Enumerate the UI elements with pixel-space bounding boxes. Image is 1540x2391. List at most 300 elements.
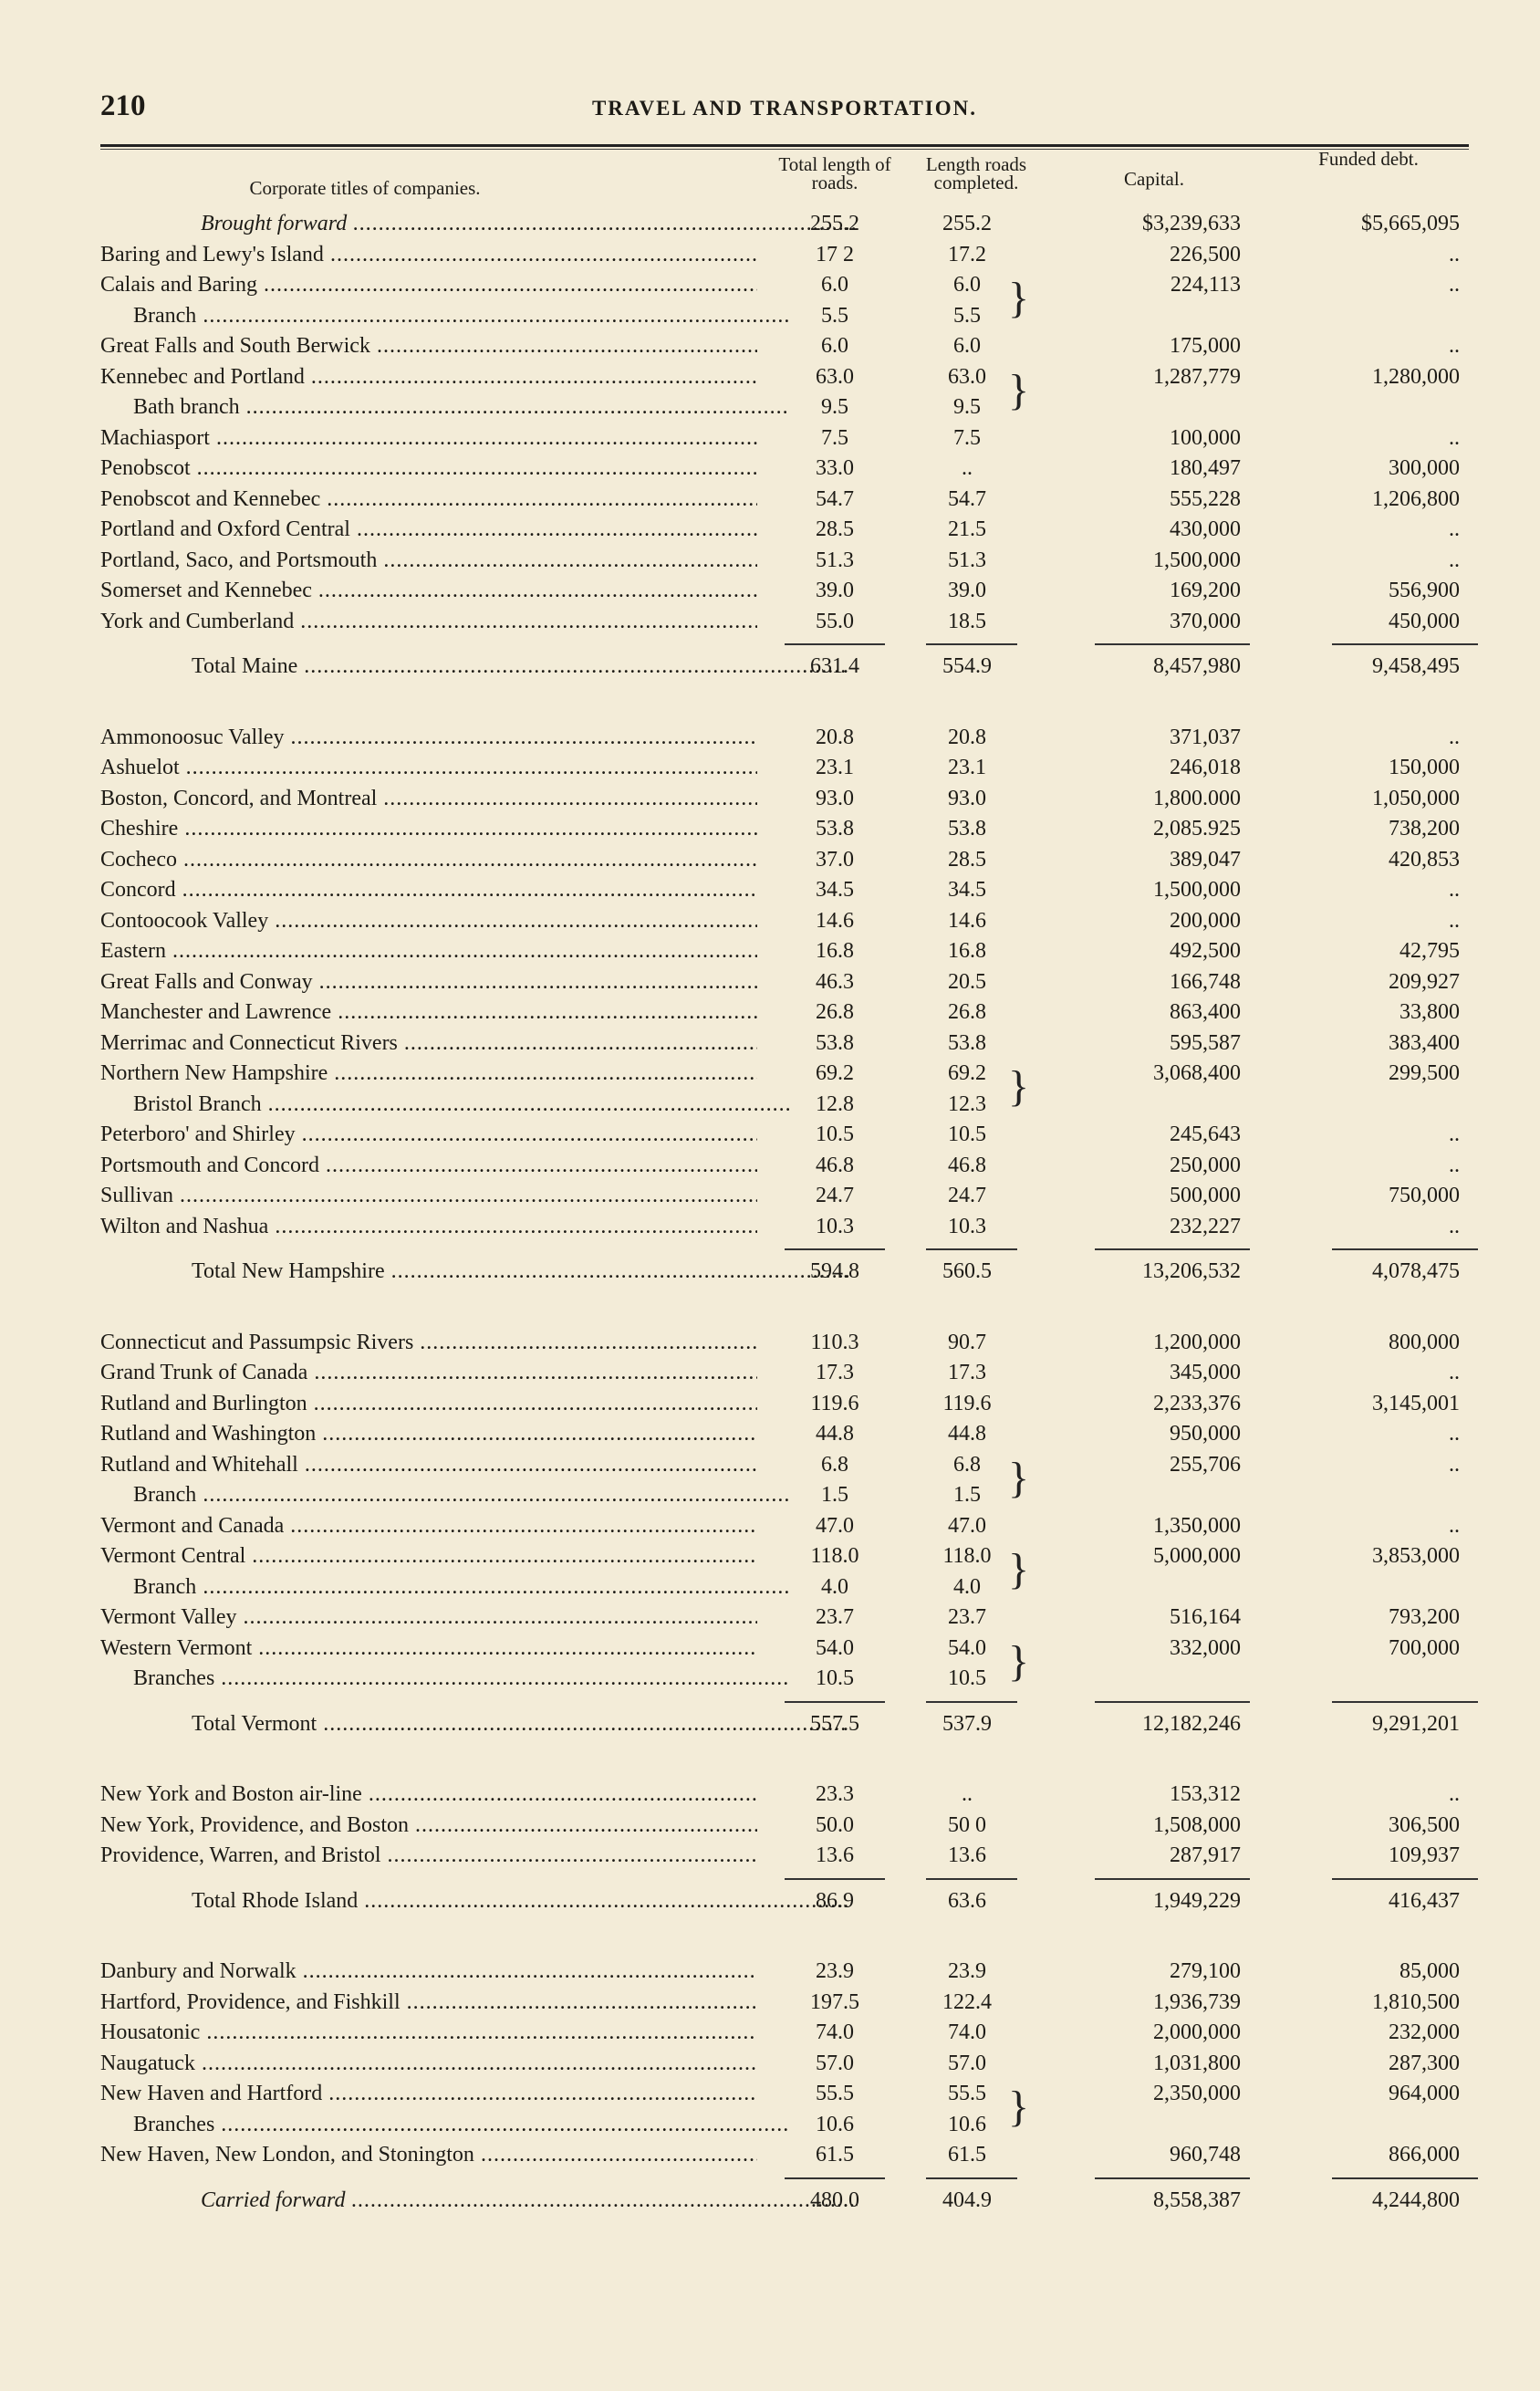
company-name: Kennebec and Portland ..... (100, 365, 757, 390)
capital-cell: 2,350,000 (1153, 2082, 1241, 2105)
capital-cell: 246,018 (1170, 756, 1241, 779)
table-row (100, 1958, 1469, 1989)
completed-length-cell: 560.5 (942, 1259, 992, 1283)
total-row (100, 653, 1469, 684)
company-name: Connecticut and Passumpsic Rivers ..... (100, 1331, 757, 1355)
funded-debt-cell: 420,853 (1389, 847, 1460, 872)
total-length-cell: 33.0 (816, 456, 854, 480)
funded-debt-cell: $5,665,095 (1361, 212, 1460, 235)
funded-debt-cell: 287,300 (1389, 2051, 1460, 2075)
funded-debt-cell: 1,206,800 (1372, 486, 1460, 511)
total-length-cell: 46.3 (816, 969, 854, 994)
total-length-cell: 53.8 (816, 1030, 854, 1055)
total-length-cell: 51.3 (816, 548, 854, 572)
total-length-cell: 23.9 (816, 1959, 854, 1983)
company-name: Great Falls and Conway ..... (100, 970, 757, 995)
company-name: Portland and Oxford Central ..... (100, 517, 757, 542)
completed-length-cell: 23.9 (948, 1959, 986, 1983)
funded-debt-cell: .. (1449, 1361, 1460, 1384)
completed-length-cell: 10.3 (948, 1214, 986, 1238)
total-length-cell: 20.8 (816, 725, 854, 749)
col-title-header: Corporate titles of companies. (249, 177, 481, 199)
capital-cell: 13,206,532 (1142, 1259, 1241, 1283)
completed-length-cell: 24.7 (948, 1184, 986, 1207)
table-row (100, 846, 1469, 877)
total-length-cell: 197.5 (810, 1989, 859, 2014)
table-row (100, 754, 1469, 785)
total-length-cell: 55.0 (816, 609, 854, 633)
table-row (100, 2111, 1469, 2142)
capital-cell: 492,500 (1170, 939, 1241, 963)
funded-debt-cell: 416,437 (1389, 1888, 1460, 1913)
table-row (100, 907, 1469, 938)
company-name: Danbury and Norwalk ..... (100, 1959, 757, 1984)
total-rules (100, 1696, 1469, 1710)
company-name: New York, Providence, and Boston ..... (100, 1813, 757, 1838)
completed-length-cell: 9.5 (953, 395, 981, 419)
completed-length-cell: 53.8 (948, 817, 986, 841)
table-row (100, 577, 1469, 608)
table-row (100, 393, 1469, 424)
table-row (100, 1182, 1469, 1213)
table-row (100, 937, 1469, 968)
funded-debt-cell: 4,078,475 (1372, 1259, 1460, 1283)
header-rule (100, 144, 1469, 147)
completed-length-cell: 118.0 (942, 1544, 992, 1568)
capital-cell: 1,350,000 (1153, 1513, 1241, 1538)
total-length-cell: 16.8 (816, 939, 854, 963)
capital-cell: 950,000 (1170, 1422, 1241, 1446)
funded-debt-cell: 85,000 (1400, 1959, 1460, 1983)
completed-length-cell: 47.0 (948, 1513, 986, 1538)
completed-length-cell: 90.7 (948, 1330, 986, 1354)
completed-length-cell: 12.3 (948, 1091, 986, 1116)
document-page (100, 89, 1469, 2217)
completed-length-cell: 69.2 (948, 1061, 986, 1085)
total-length-cell: 47.0 (816, 1513, 854, 1538)
total-length-cell: 6.0 (821, 273, 848, 297)
funded-debt-cell: 150,000 (1389, 756, 1460, 779)
completed-length-cell: .. (962, 1782, 973, 1806)
completed-length-cell: 21.5 (948, 517, 986, 541)
table-row (100, 2019, 1469, 2050)
capital-cell: 430,000 (1170, 517, 1241, 541)
page-number: 210 (100, 89, 146, 122)
completed-length-cell: 16.8 (948, 939, 986, 963)
company-name: Rutland and Washington ..... (100, 1422, 757, 1446)
company-name: Eastern ..... (100, 939, 757, 964)
completed-length-cell: 51.3 (948, 548, 986, 572)
completed-length-cell: 28.5 (948, 847, 986, 872)
company-name: Branches ..... (133, 2113, 790, 2137)
company-name: Manchester and Lawrence ..... (100, 1000, 757, 1025)
table-row (100, 1091, 1469, 1122)
company-name: Northern New Hampshire ..... (100, 1061, 757, 1086)
funded-debt-cell: 209,927 (1389, 969, 1460, 994)
funded-debt-cell: 300,000 (1389, 456, 1460, 480)
capital-cell: 1,936,739 (1153, 1989, 1241, 2014)
capital-cell: 100,000 (1170, 425, 1241, 450)
funded-debt-cell: .. (1449, 548, 1460, 572)
completed-length-cell: 23.1 (948, 756, 986, 779)
total-length-cell: 6.8 (821, 1452, 848, 1477)
table-row (100, 486, 1469, 517)
table-row (100, 302, 1469, 333)
company-name: Vermont Central ..... (100, 1544, 757, 1569)
company-name: Total Rhode Island ..... (192, 1889, 848, 1914)
completed-length-cell: 5.5 (953, 303, 981, 328)
completed-length-cell: 39.0 (948, 579, 986, 602)
table-row (100, 1512, 1469, 1543)
capital-cell: 1,949,229 (1153, 1888, 1241, 1913)
funded-debt-cell: 306,500 (1389, 1812, 1460, 1837)
table-row (100, 1152, 1469, 1183)
total-length-cell: 12.8 (816, 1091, 854, 1116)
total-length-cell: 54.7 (816, 486, 854, 511)
section-gap (100, 1289, 1469, 1329)
total-length-cell: 10.3 (816, 1214, 854, 1238)
total-length-cell: 39.0 (816, 579, 854, 602)
completed-length-cell: 53.8 (948, 1030, 986, 1055)
capital-cell: 389,047 (1170, 847, 1241, 872)
table-row (100, 1390, 1469, 1421)
completed-length-cell: 55.5 (948, 2082, 986, 2105)
funded-debt-cell: 33,800 (1400, 1000, 1460, 1024)
company-name: Machiasport ..... (100, 426, 757, 451)
company-name: Branches ..... (133, 1666, 790, 1691)
capital-cell: 8,457,980 (1153, 654, 1241, 678)
table-row (100, 424, 1469, 455)
funded-debt-cell: .. (1449, 878, 1460, 902)
col-funded-debt-header: Funded debt. (1318, 148, 1419, 170)
funded-debt-cell: 42,795 (1400, 939, 1460, 963)
railroad-table (100, 210, 1469, 2217)
completed-length-cell: 10.5 (948, 1122, 986, 1146)
company-name: Rutland and Whitehall ..... (100, 1453, 757, 1477)
completed-length-cell: 10.6 (948, 2112, 986, 2136)
brace-mark: } (1008, 1062, 1030, 1111)
table-row (100, 2050, 1469, 2081)
completed-length-cell: 6.0 (953, 334, 981, 358)
capital-cell: 169,200 (1170, 579, 1241, 602)
table-row (100, 1420, 1469, 1451)
table-row (100, 815, 1469, 846)
table-row (100, 2141, 1469, 2172)
completed-length-cell: 46.8 (948, 1153, 986, 1177)
completed-length-cell: .. (962, 456, 973, 480)
company-name: Peterboro' and Shirley ..... (100, 1122, 757, 1147)
capital-cell: 2,085.925 (1153, 817, 1241, 841)
section-gap (100, 684, 1469, 724)
capital-cell: 166,748 (1170, 969, 1241, 994)
company-name: Contoocook Valley ..... (100, 909, 757, 934)
table-row (100, 210, 1469, 241)
table-row (100, 1989, 1469, 2020)
funded-debt-cell: 4,244,800 (1372, 2187, 1460, 2212)
completed-length-cell: 17.3 (948, 1361, 986, 1384)
company-name: Boston, Concord, and Montreal ..... (100, 787, 757, 811)
section-gap (100, 1917, 1469, 1958)
section-gap (100, 1740, 1469, 1780)
completed-length-cell: 20.5 (948, 969, 986, 994)
capital-cell: 555,228 (1170, 486, 1241, 511)
funded-debt-cell: .. (1449, 425, 1460, 450)
total-length-cell: 24.7 (816, 1184, 854, 1207)
company-name: New Haven and Hartford ..... (100, 2082, 757, 2106)
col-capital-header: Capital. (1124, 168, 1184, 190)
company-name: Carried forward ..... (201, 2188, 858, 2213)
funded-debt-cell: 964,000 (1389, 2082, 1460, 2105)
total-length-cell: 93.0 (816, 786, 854, 810)
table-row (100, 332, 1469, 363)
col-total-length-header: Total length of roads. (778, 153, 891, 193)
total-length-cell: 17 2 (816, 242, 854, 266)
funded-debt-cell: 9,291,201 (1372, 1711, 1460, 1736)
capital-cell: 595,587 (1170, 1030, 1241, 1055)
column-headers (100, 150, 1469, 210)
funded-debt-cell: 738,200 (1389, 817, 1460, 841)
company-name: Concord ..... (100, 878, 757, 903)
company-name: Baring and Lewy's Island ..... (100, 243, 757, 267)
total-length-cell: 119.6 (810, 1391, 859, 1415)
table-row (100, 1665, 1469, 1696)
total-length-cell: 55.5 (816, 2082, 854, 2105)
company-name: Grand Trunk of Canada ..... (100, 1361, 757, 1385)
company-name: Brought forward ..... (201, 212, 858, 236)
total-length-cell: 23.3 (816, 1782, 854, 1806)
funded-debt-cell: .. (1449, 1452, 1460, 1477)
company-name: Somerset and Kennebec ..... (100, 579, 757, 603)
completed-length-cell: 10.5 (948, 1666, 986, 1690)
total-length-cell: 110.3 (810, 1330, 859, 1354)
company-name: New York and Boston air-line ..... (100, 1782, 757, 1807)
total-rules (100, 2172, 1469, 2187)
total-length-cell: 10.5 (816, 1666, 854, 1690)
table-row (100, 608, 1469, 639)
funded-debt-cell: .. (1449, 1122, 1460, 1146)
company-name: Penobscot and Kennebec ..... (100, 487, 757, 512)
company-name: Ashuelot ..... (100, 756, 757, 780)
company-name: Total New Hampshire ..... (192, 1259, 848, 1284)
total-length-cell: 631.4 (810, 654, 859, 678)
company-name: Ammonoosuc Valley ..... (100, 726, 757, 750)
funded-debt-cell: .. (1449, 1422, 1460, 1446)
completed-length-cell: 7.5 (953, 425, 981, 450)
completed-length-cell: 54.0 (948, 1635, 986, 1660)
capital-cell: 200,000 (1170, 908, 1241, 933)
capital-cell: 175,000 (1170, 334, 1241, 358)
funded-debt-cell: 556,900 (1389, 579, 1460, 602)
total-rules (100, 1243, 1469, 1258)
completed-length-cell: 61.5 (948, 2143, 986, 2167)
total-length-cell: 74.0 (816, 2020, 854, 2044)
total-length-cell: 10.6 (816, 2112, 854, 2136)
capital-cell: 1,200,000 (1153, 1330, 1241, 1354)
total-length-cell: 44.8 (816, 1422, 854, 1446)
table-row (100, 516, 1469, 547)
capital-cell: 1,031,800 (1153, 2051, 1241, 2075)
capital-cell: 232,227 (1170, 1214, 1241, 1238)
capital-cell: 224,113 (1170, 273, 1241, 297)
capital-cell: 245,643 (1170, 1122, 1241, 1146)
company-name: Branch ..... (133, 1575, 790, 1600)
funded-debt-cell: .. (1449, 1153, 1460, 1177)
company-name: Sullivan ..... (100, 1184, 757, 1208)
capital-cell: 1,500,000 (1153, 878, 1241, 902)
capital-cell: 226,500 (1170, 242, 1241, 266)
company-name: Branch ..... (133, 1483, 790, 1508)
total-length-cell: 53.8 (816, 817, 854, 841)
completed-length-cell: 63.6 (948, 1888, 986, 1913)
brace-mark: } (1008, 274, 1030, 322)
company-name: York and Cumberland ..... (100, 610, 757, 634)
table-row (100, 1121, 1469, 1152)
total-length-cell: 69.2 (816, 1061, 854, 1085)
completed-length-cell: 26.8 (948, 1000, 986, 1024)
total-length-cell: 14.6 (816, 908, 854, 933)
running-head: TRAVEL AND TRANSPORTATION. (591, 97, 978, 120)
brace-mark: } (1008, 365, 1030, 414)
table-row (100, 1213, 1469, 1244)
company-name: Total Vermont ..... (192, 1712, 848, 1737)
total-length-cell: 13.6 (816, 1843, 854, 1867)
capital-cell: 279,100 (1170, 1959, 1241, 1983)
table-row (100, 1812, 1469, 1843)
table-row (100, 1780, 1469, 1812)
capital-cell: 2,000,000 (1153, 2020, 1241, 2044)
funded-debt-cell: 1,280,000 (1372, 364, 1460, 389)
funded-debt-cell: 1,810,500 (1372, 1989, 1460, 2014)
funded-debt-cell: 232,000 (1389, 2020, 1460, 2044)
table-row (100, 454, 1469, 486)
completed-length-cell: 23.7 (948, 1605, 986, 1629)
completed-length-cell: 34.5 (948, 878, 986, 902)
funded-debt-cell: .. (1449, 908, 1460, 933)
total-length-cell: 118.0 (810, 1544, 859, 1568)
brace-mark: } (1008, 2083, 1030, 2131)
capital-cell: 960,748 (1170, 2143, 1241, 2167)
capital-cell: 371,037 (1170, 725, 1241, 749)
completed-length-cell: 17.2 (948, 242, 986, 266)
company-name: Vermont Valley ..... (100, 1605, 757, 1630)
total-rules (100, 638, 1469, 653)
capital-cell: 255,706 (1170, 1452, 1241, 1477)
funded-debt-cell: 866,000 (1389, 2143, 1460, 2167)
capital-cell: $3,239,633 (1142, 212, 1241, 235)
total-length-cell: 255.2 (810, 212, 859, 235)
funded-debt-cell: 750,000 (1389, 1184, 1460, 1207)
company-name: Total Maine ..... (192, 654, 848, 679)
company-name: Naugatuck ..... (100, 2052, 757, 2076)
company-name: Hartford, Providence, and Fishkill ..... (100, 1990, 757, 2015)
table-row (100, 547, 1469, 578)
funded-debt-cell: 299,500 (1389, 1061, 1460, 1085)
company-name: Bath branch ..... (133, 395, 790, 420)
completed-length-cell: 74.0 (948, 2020, 986, 2044)
company-name: Housatonic ..... (100, 2020, 757, 2045)
total-length-cell: 7.5 (821, 425, 848, 450)
company-name: Wilton and Nashua ..... (100, 1215, 757, 1239)
completed-length-cell: 14.6 (948, 908, 986, 933)
completed-length-cell: 50 0 (948, 1812, 986, 1837)
total-length-cell: 50.0 (816, 1812, 854, 1837)
total-length-cell: 17.3 (816, 1361, 854, 1384)
completed-length-cell: 54.7 (948, 486, 986, 511)
funded-debt-cell: .. (1449, 725, 1460, 749)
completed-length-cell: 44.8 (948, 1422, 986, 1446)
funded-debt-cell: .. (1449, 517, 1460, 541)
company-name: Merrimac and Connecticut Rivers ..... (100, 1031, 757, 1056)
capital-cell: 287,917 (1170, 1843, 1241, 1867)
company-name: Cocheco ..... (100, 848, 757, 872)
company-name: Bristol Branch ..... (133, 1092, 790, 1117)
funded-debt-cell: 9,458,495 (1372, 654, 1460, 678)
company-name: Vermont and Canada ..... (100, 1514, 757, 1539)
capital-cell: 180,497 (1170, 456, 1241, 480)
total-length-cell: 54.0 (816, 1635, 854, 1660)
brace-mark: } (1008, 1636, 1030, 1686)
total-length-cell: 37.0 (816, 847, 854, 872)
total-length-cell: 61.5 (816, 2143, 854, 2167)
total-length-cell: 4.0 (821, 1574, 848, 1599)
capital-cell: 250,000 (1170, 1153, 1241, 1177)
funded-debt-cell: 3,145,001 (1372, 1391, 1460, 1415)
table-row (100, 968, 1469, 999)
company-name: Calais and Baring ..... (100, 273, 757, 298)
table-row (100, 998, 1469, 1029)
company-name: Providence, Warren, and Bristol ..... (100, 1843, 757, 1868)
company-name: Western Vermont ..... (100, 1636, 757, 1661)
capital-cell: 12,182,246 (1142, 1711, 1241, 1736)
funded-debt-cell: .. (1449, 242, 1460, 266)
table-row (100, 1329, 1469, 1360)
table-row (100, 1481, 1469, 1512)
capital-cell: 500,000 (1170, 1184, 1241, 1207)
completed-length-cell: 537.9 (942, 1711, 992, 1736)
funded-debt-cell: 1,050,000 (1372, 786, 1460, 810)
completed-length-cell: 57.0 (948, 2051, 986, 2075)
capital-cell: 345,000 (1170, 1361, 1241, 1384)
table-row (100, 1842, 1469, 1873)
company-name: Portland, Saco, and Portsmouth ..... (100, 548, 757, 573)
completed-length-cell: 1.5 (953, 1483, 981, 1507)
table-row (100, 241, 1469, 272)
completed-length-cell: 4.0 (953, 1574, 981, 1599)
capital-cell: 2,233,376 (1153, 1391, 1241, 1415)
funded-debt-cell: 450,000 (1389, 609, 1460, 633)
total-length-cell: 23.1 (816, 756, 854, 779)
company-name: Rutland and Burlington ..... (100, 1392, 757, 1416)
total-length-cell: 594.8 (810, 1259, 859, 1283)
table-row (100, 785, 1469, 816)
capital-cell: 1,800.000 (1153, 786, 1241, 810)
table-row (100, 876, 1469, 907)
total-length-cell: 57.0 (816, 2051, 854, 2075)
funded-debt-cell: .. (1449, 334, 1460, 358)
capital-cell: 516,164 (1170, 1605, 1241, 1629)
total-row (100, 1887, 1469, 1918)
total-length-cell: 5.5 (821, 303, 848, 328)
funded-debt-cell: 3,853,000 (1372, 1544, 1460, 1568)
completed-length-cell: 404.9 (942, 2187, 992, 2212)
total-length-cell: 86.9 (816, 1888, 854, 1913)
brace-mark: } (1008, 1545, 1030, 1593)
funded-debt-cell: 800,000 (1389, 1330, 1460, 1354)
capital-cell: 153,312 (1170, 1782, 1241, 1806)
funded-debt-cell: 793,200 (1389, 1605, 1460, 1629)
completed-length-cell: 255.2 (942, 212, 992, 235)
total-row (100, 1710, 1469, 1741)
